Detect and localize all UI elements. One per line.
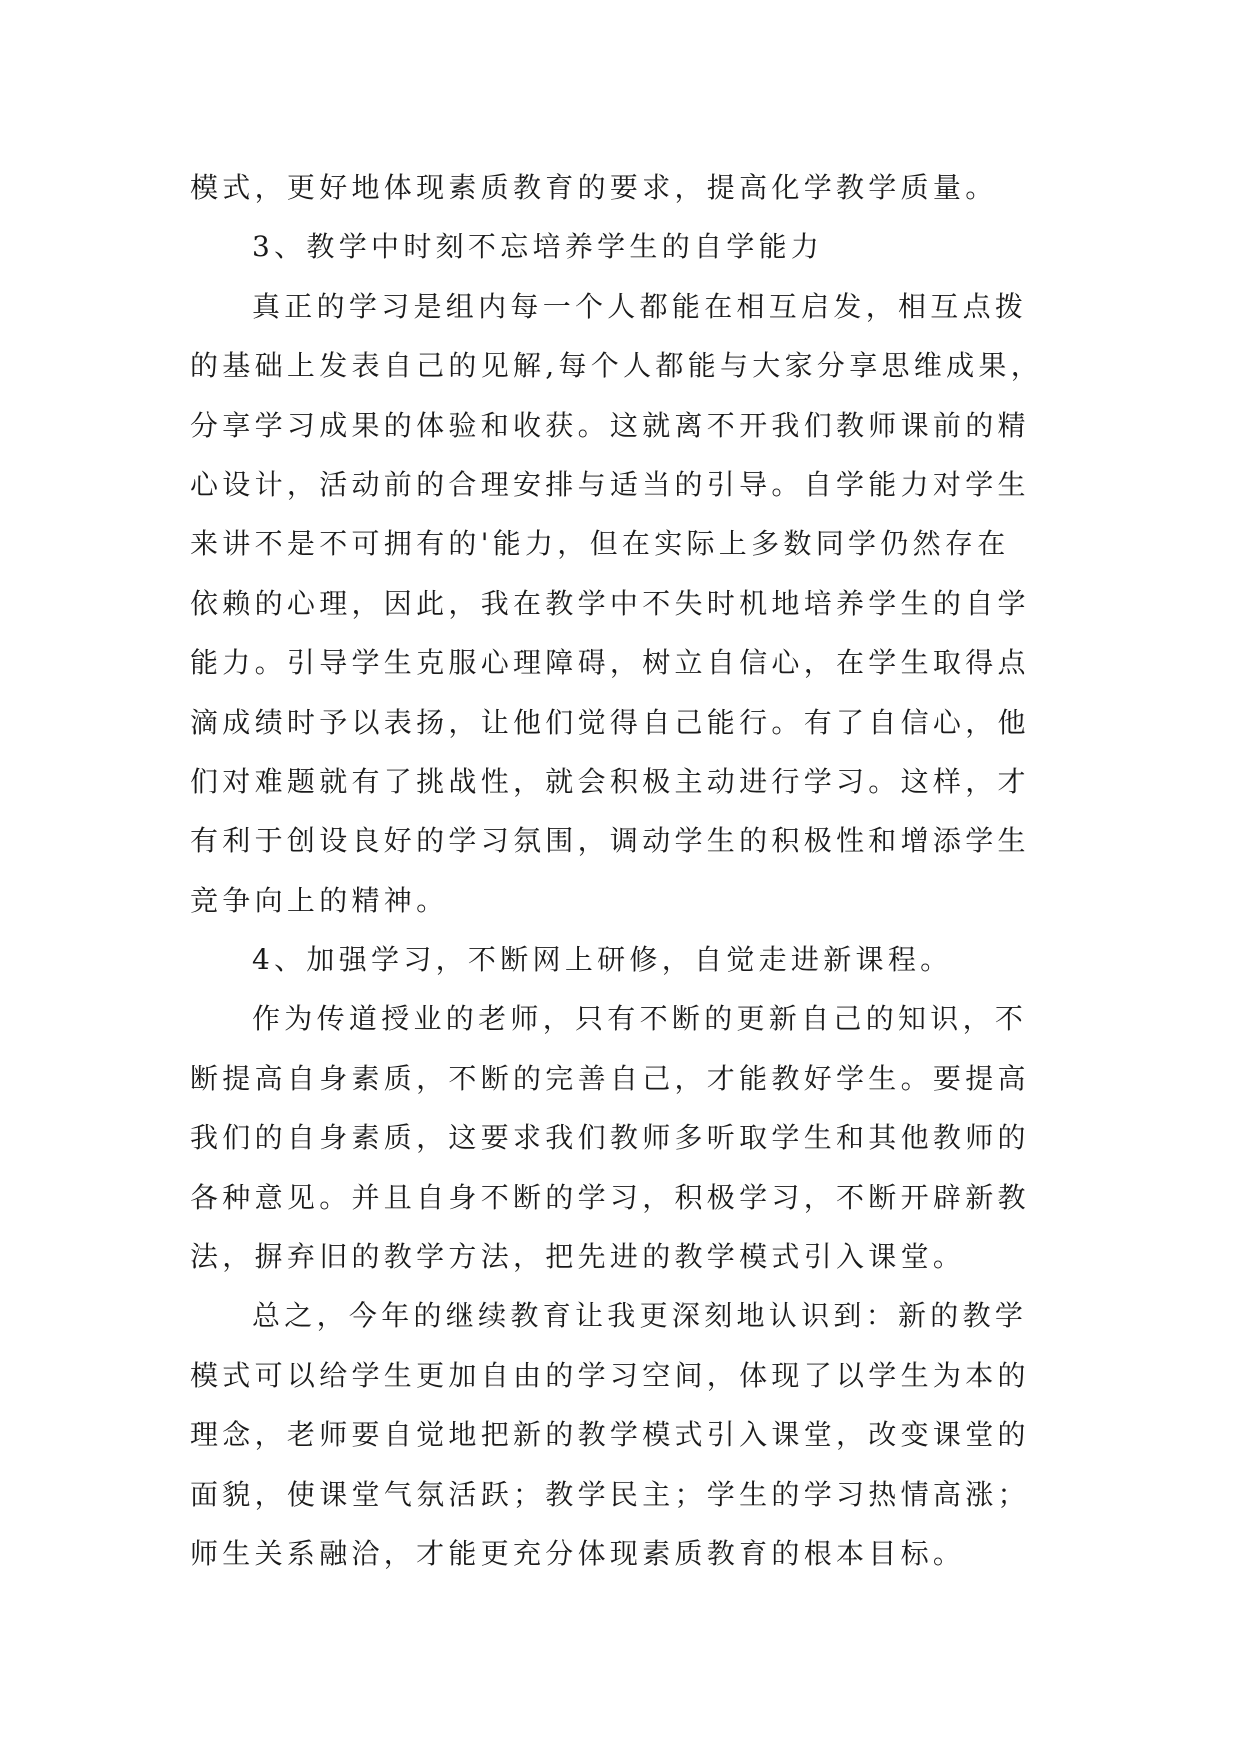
text-line: 总之，今年的继续教育让我更深刻地认识到：新的教学 bbox=[252, 1299, 1028, 1333]
text-line: 面貌，使课堂气氛活跃；教学民主；学生的学习热情高涨； bbox=[190, 1477, 1030, 1511]
text-line: 来讲不是不可拥有的'能力，但在实际上多数同学仍然存在 bbox=[190, 527, 1010, 561]
text-line: 断提高自身素质，不断的完善自己，才能教好学生。要提高 bbox=[190, 1061, 1030, 1095]
text-line: 真正的学习是组内每一个人都能在相互启发，相互点拨 bbox=[252, 289, 1028, 323]
text-line: 师生关系融洽，才能更充分体现素质教育的根本目标。 bbox=[190, 1536, 966, 1570]
text-line: 3、教学中时刻不忘培养学生的自学能力 bbox=[252, 230, 824, 264]
text-line: 心设计，活动前的合理安排与适当的引导。自学能力对学生 bbox=[190, 467, 1030, 501]
text-line: 4、加强学习，不断网上研修，自觉走进新课程。 bbox=[252, 943, 953, 977]
text-line: 模式，更好地体现素质教育的要求，提高化学教学质量。 bbox=[190, 171, 998, 204]
text-line: 的基础上发表自己的见解,每个人都能与大家分享思维成果， bbox=[190, 349, 1044, 383]
text-line: 能力。引导学生克服心理障碍，树立自信心，在学生取得点 bbox=[190, 646, 1030, 680]
text-line: 竞争向上的精神。 bbox=[190, 883, 449, 917]
document-body bbox=[190, 158, 1050, 1583]
text-line: 理念，老师要自觉地把新的教学模式引入课堂，改变课堂的 bbox=[190, 1418, 1030, 1452]
text-line: 我们的自身素质，这要求我们教师多听取学生和其他教师的 bbox=[190, 1121, 1030, 1155]
text-line: 们对难题就有了挑战性，就会积极主动进行学习。这样，才 bbox=[190, 764, 1030, 798]
text-line: 模式可以给学生更加自由的学习空间，体现了以学生为本的 bbox=[190, 1358, 1030, 1392]
text-line: 有利于创设良好的学习氛围，调动学生的积极性和增添学生 bbox=[190, 824, 1030, 858]
text-line: 各种意见。并且自身不断的学习，积极学习，不断开辟新教 bbox=[190, 1180, 1030, 1214]
text-line: 作为传道授业的老师，只有不断的更新自己的知识，不 bbox=[252, 1002, 1028, 1036]
text-line: 法，摒弃旧的教学方法，把先进的教学模式引入课堂。 bbox=[190, 1240, 966, 1274]
text-line: 分享学习成果的体验和收获。这就离不开我们教师课前的精 bbox=[190, 408, 1030, 442]
text-line: 滴成绩时予以表扬，让他们觉得自己能行。有了自信心，他 bbox=[190, 705, 1030, 739]
text-line: 依赖的心理，因此，我在教学中不失时机地培养学生的自学 bbox=[190, 586, 1030, 620]
